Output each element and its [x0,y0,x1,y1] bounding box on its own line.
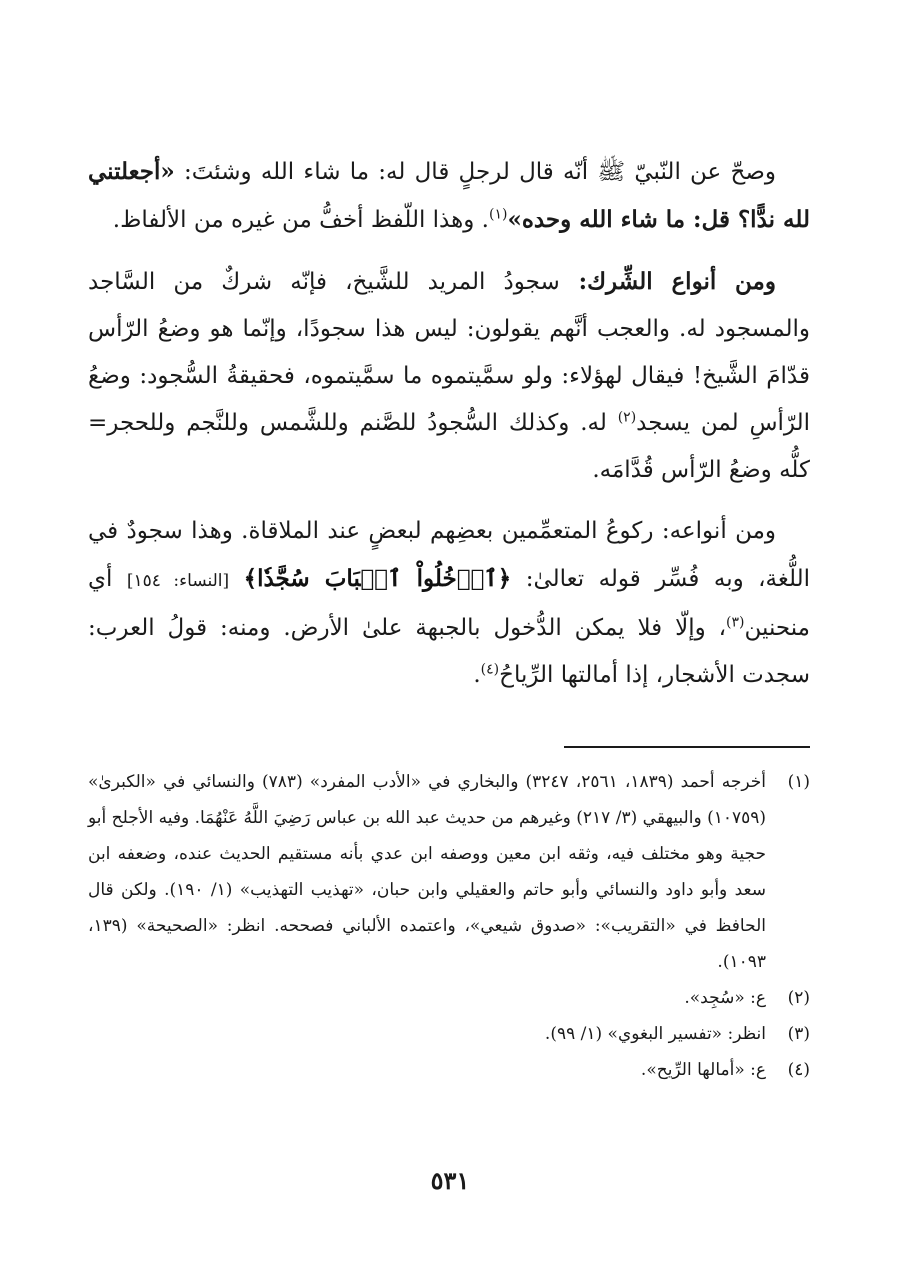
p3-text-4: . [473,662,481,688]
p3-text-2: أي منحنين [88,566,810,641]
p3-text-3: ، وإلّا فلا يمكن الدُّخول بالجبهة علىٰ الأرض. ومنه: قولُ العرب: سجدت الأشجار، إذا أمالتها الرِّياحُ [88,615,810,688]
p2-lead: ومن أنواع الشِّرك: [559,268,776,295]
p1-quote: «أجعلتني لله ندًّا؟ قل: ما شاء الله وحده» [88,158,810,233]
p1-tail: . وهذا اللّفظ أخفُّ من غيره من الألفاظ. [112,207,489,233]
footnote-text: ع: «سُجِد». [684,988,766,1008]
paragraph-2 [88,258,810,494]
quran-verse: ﴿ٱدۡخُلُواْ ٱلۡبَابَ سُجَّدٗا﴾ [243,565,512,592]
p1-intro: وصحّ عن النّبيّ ﷺ أنّه قال لرجلٍ قال له: ما شاء الله وشئتَ: [174,159,776,185]
footnote-ref-1[interactable]: (١) [488,206,508,223]
footnote-text: انظر: «تفسير البغوي» (١/ ٩٩). [544,1024,766,1044]
footnote-text: ع: «أمالها الرِّيح». [640,1060,766,1080]
paragraph-3 [88,508,810,699]
footnote-number: (٤) [787,1060,810,1080]
footnote-ref-4[interactable]: (٤) [480,661,500,678]
footnote-ref-3[interactable]: (٣) [726,614,745,631]
footnote-4 [88,1052,810,1088]
footnote-divider [564,746,810,748]
p2-text: سجودُ المريد للشَّيخ، فإنّه شركٌ من السَّاجد والمسجود له. والعجب أنَّهم يقولون: ليس هذا سجودًا، وإنّما هو وضعُ الرّأس قدّامَ الشَّيخ! فيقال لهؤلاء: ولو سمَّيتموه ما سمَّيتموه، فحقيقةُ السُّجود: وضعُ الرّأسِ لمن يسجد [88,269,810,436]
footnote-text: أخرجه أحمد (١٨٣٩، ٢٥٦١، ٣٢٤٧) والبخاري في «الأدب المفرد» (٧٨٣) والنسائي في «الكبرىٰ» (١٠٧٥٩) والبيهقي (٣/ ٢١٧) وغيرهم من حديث عبد الله بن عباس رَضِيَ اللَّهُ عَنْهُمَا. وفيه الأجلح أبو حجية وهو مختلف فيه، وثقه ابن معين ووصفه ابن عدي بأنه مستقيم الحديث عنده، وضعفه ابن سعد وأبو داود والنسائي وأبو حاتم والعقيلي وابن حبان، «تهذيب التهذيب» (١/ ١٩٠). ولكن قال الحافظ في «التقريب»: «صدوق شيعي»، واعتمده الألباني فصححه. انظر: «الصحيحة» (١٣٩، ١٠٩٣). [88,772,767,972]
footnote-number: (٢) [787,988,810,1008]
page-number: ٥٣١ [430,1166,470,1195]
footnote-1 [88,764,810,980]
footnote-ref-2[interactable]: (٢) [617,409,637,426]
footnote-2 [88,980,810,1016]
footnote-number: (١) [787,772,810,792]
footnote-3 [88,1016,810,1052]
p2-tail: له. وكذلك السُّجودُ للصَّنم وللشَّمس وللنَّجم وللحجر= كلُّه وضعُ الرّأس قُدَّامَه. [88,410,810,483]
paragraph-1 [88,148,810,244]
footnotes [88,764,810,1088]
footnote-number: (٣) [787,1024,810,1044]
verse-reference: [النساء: ١٥٤] [126,571,230,591]
main-text [88,148,810,713]
p3-text-1: ومن أنواعه: ركوعُ المتعمِّمين بعضِهم لبعضٍ عند الملاقاة. وهذا سجودٌ في اللُّغة، وبه فُسِّر قوله تعالىٰ: [88,518,810,592]
